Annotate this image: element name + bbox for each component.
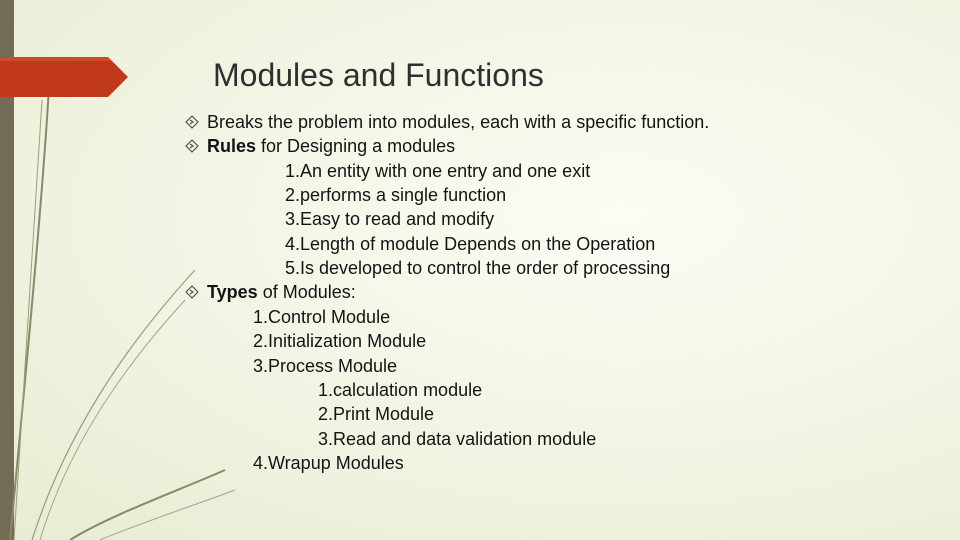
- bullet-text: Breaks the problem into modules, each with a specific function.: [207, 112, 710, 132]
- list-item: 5.Is developed to control the order of processing: [285, 258, 671, 278]
- list-item: 3.Easy to read and modify: [285, 209, 495, 229]
- slide-title: Modules and Functions: [213, 57, 544, 93]
- sub-list-item: 3.Read and data validation module: [318, 429, 597, 449]
- diamond-arrow-icon: [185, 115, 199, 129]
- bullet-keyword: Rules: [207, 136, 257, 156]
- list-item: 3.Process Module: [253, 356, 398, 376]
- list-item: 1.Control Module: [253, 307, 391, 327]
- diamond-arrow-icon: [185, 285, 199, 299]
- list-item: 2.performs a single function: [285, 185, 507, 205]
- sub-list-item: 2.Print Module: [318, 404, 435, 424]
- list-item: 1.An entity with one entry and one exit: [285, 161, 591, 181]
- list-item: 2.Initialization Module: [253, 331, 427, 351]
- list-item: 4.Length of module Depends on the Operation: [285, 234, 656, 254]
- bullet-heading-rest: for Designing a modules: [256, 136, 456, 156]
- list-item: 4.Wrapup Modules: [253, 453, 404, 473]
- bullet-heading: [207, 134, 455, 158]
- sub-list-item: 1.calculation module: [318, 380, 483, 400]
- bullet-heading: [207, 280, 356, 304]
- diamond-arrow-icon: [185, 139, 199, 153]
- bullet-heading-rest: of Modules:: [257, 282, 356, 302]
- bullet-keyword: Types: [207, 282, 258, 302]
